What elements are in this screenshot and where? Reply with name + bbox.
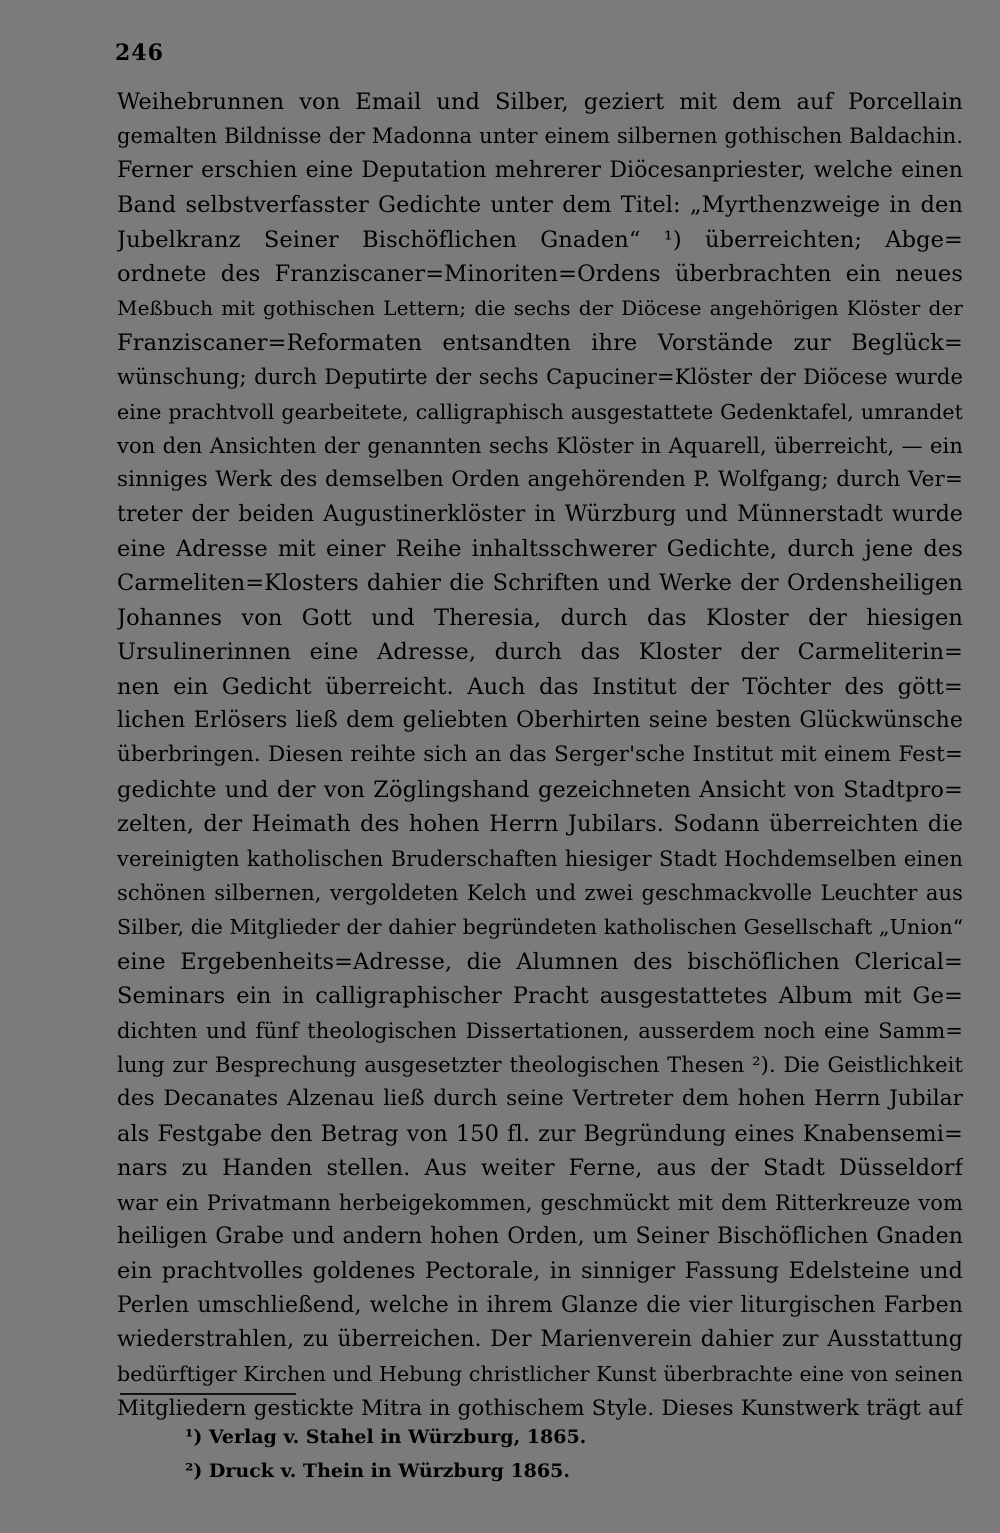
text-line: vereinigten katholischen Bruderschaften hiesiger Stadt Hochdemselben einen xyxy=(117,846,963,871)
text-line: Carmeliten=Klosters dahier die Schriften und Werke der Ordensheiligen xyxy=(117,570,963,597)
text-line: eine Ergebenheits=Adresse, die Alumnen des bischöflichen Clerical= xyxy=(117,948,963,975)
text-line: Franziscaner=Reformaten entsandten ihre Vorstände zur Beglück= xyxy=(117,329,963,356)
text-line: war ein Privatmann herbeigekommen, geschmückt mit dem Ritterkreuze vom xyxy=(117,1190,963,1215)
text-line: zelten, der Heimath des hohen Herrn Jubilars. Sodann überreichten die xyxy=(117,811,963,838)
text-line: Band selbstverfasster Gedichte unter dem Titel: „Myrthenzweige in den xyxy=(117,192,963,219)
text-line: Silber, die Mitglieder der dahier begründeten katholischen Gesellschaft „Union“ xyxy=(117,915,963,940)
text-line: dichten und fünf theologischen Dissertationen, ausserdem noch eine Samm= xyxy=(117,1018,963,1043)
footnote: ²) Druck v. Thein in Würzburg 1865. xyxy=(185,1460,570,1482)
text-line: ordnete des Franziscaner=Minoriten=Ordens überbrachten ein neues xyxy=(117,260,963,287)
text-line: überbringen. Diesen reihte sich an das Serger'sche Institut mit einem Fest= xyxy=(117,742,963,768)
text-line: gemalten Bildnisse der Madonna unter einem silbernen gothischen Baldachin. xyxy=(117,124,963,149)
text-line: ein prachtvolles goldenes Pectorale, in sinniger Fassung Edelsteine und xyxy=(117,1258,963,1285)
text-line: Mitgliedern gestickte Mitra in gothischem Style. Dieses Kunstwerk trägt auf xyxy=(117,1395,963,1421)
text-line: des Decanates Alzenau ließ durch seine Vertreter dem hohen Herrn Jubilar xyxy=(117,1086,963,1112)
footnotes xyxy=(185,1420,785,1488)
footnote-separator xyxy=(120,1393,296,1395)
page-number: 246 xyxy=(115,40,164,66)
text-line: schönen silbernen, vergoldeten Kelch und zwei geschmackvolle Leuchter aus xyxy=(117,880,963,905)
body-text xyxy=(117,85,963,1426)
text-line: von den Ansichten der genannten sechs Klöster in Aquarell, überreicht, — ein xyxy=(117,433,963,458)
text-line: Johannes von Gott und Theresia, durch das Kloster der hiesigen xyxy=(117,604,963,631)
text-line: bedürftiger Kirchen und Hebung christlicher Kunst überbrachte eine von seinen xyxy=(117,1362,963,1387)
text-line: gedichte und der von Zöglingshand gezeichneten Ansicht von Stadtpro= xyxy=(117,776,963,803)
text-line: eine Adresse mit einer Reihe inhaltsschwerer Gedichte, durch jene des xyxy=(117,536,963,563)
text-line: Weihebrunnen von Email und Silber, geziert mit dem auf Porcellain xyxy=(117,89,963,115)
text-line: Ferner erschien eine Deputation mehrerer Diöcesanpriester, welche einen xyxy=(117,157,963,183)
text-line: heiligen Grabe und andern hohen Orden, um Seiner Bischöflichen Gnaden xyxy=(117,1223,963,1249)
text-line: Perlen umschließend, welche in ihrem Glanze die vier liturgischen Farben xyxy=(117,1292,963,1318)
text-line: lichen Erlösers ließ dem geliebten Oberhirten seine besten Glückwünsche xyxy=(117,708,963,734)
text-line: wünschung; durch Deputirte der sechs Capuciner=Klöster der Diöcese wurde xyxy=(117,365,963,390)
text-line: treter der beiden Augustinerklöster in Würzburg und Münnerstadt wurde xyxy=(117,501,963,527)
text-line: eine prachtvoll gearbeitete, calligraphisch ausgestattete Gedenktafel, umrandet xyxy=(117,399,963,424)
text-line: lung zur Besprechung ausgesetzter theologischen Thesen ²). Die Geistlichkeit xyxy=(117,1052,963,1077)
text-line: Ursulinerinnen eine Adresse, durch das Kloster der Carmeliterin= xyxy=(117,639,963,666)
text-line: als Festgabe den Betrag von 150 fl. zur Begründung eines Knabensemi= xyxy=(117,1120,963,1147)
text-line: nen ein Gedicht überreicht. Auch das Institut der Töchter des gött= xyxy=(117,673,963,700)
text-line: Seminars ein in calligraphischer Pracht ausgestattetes Album mit Ge= xyxy=(117,983,963,1010)
text-line: sinniges Werk des demselben Orden angehörenden P. Wolfgang; durch Ver= xyxy=(117,467,963,493)
text-line: Meßbuch mit gothischen Lettern; die sechs der Diöcese angehörigen Klöster der xyxy=(117,296,963,321)
text-line: wiederstrahlen, zu überreichen. Der Marienverein dahier zur Ausstattung xyxy=(117,1327,963,1353)
text-line: Jubelkranz Seiner Bischöflichen Gnaden“ ¹) überreichten; Abge= xyxy=(117,226,963,253)
text-line: nars zu Handen stellen. Aus weiter Ferne, aus der Stadt Düsseldorf xyxy=(117,1155,963,1182)
footnote: ¹) Verlag v. Stahel in Würzburg, 1865. xyxy=(185,1426,587,1448)
